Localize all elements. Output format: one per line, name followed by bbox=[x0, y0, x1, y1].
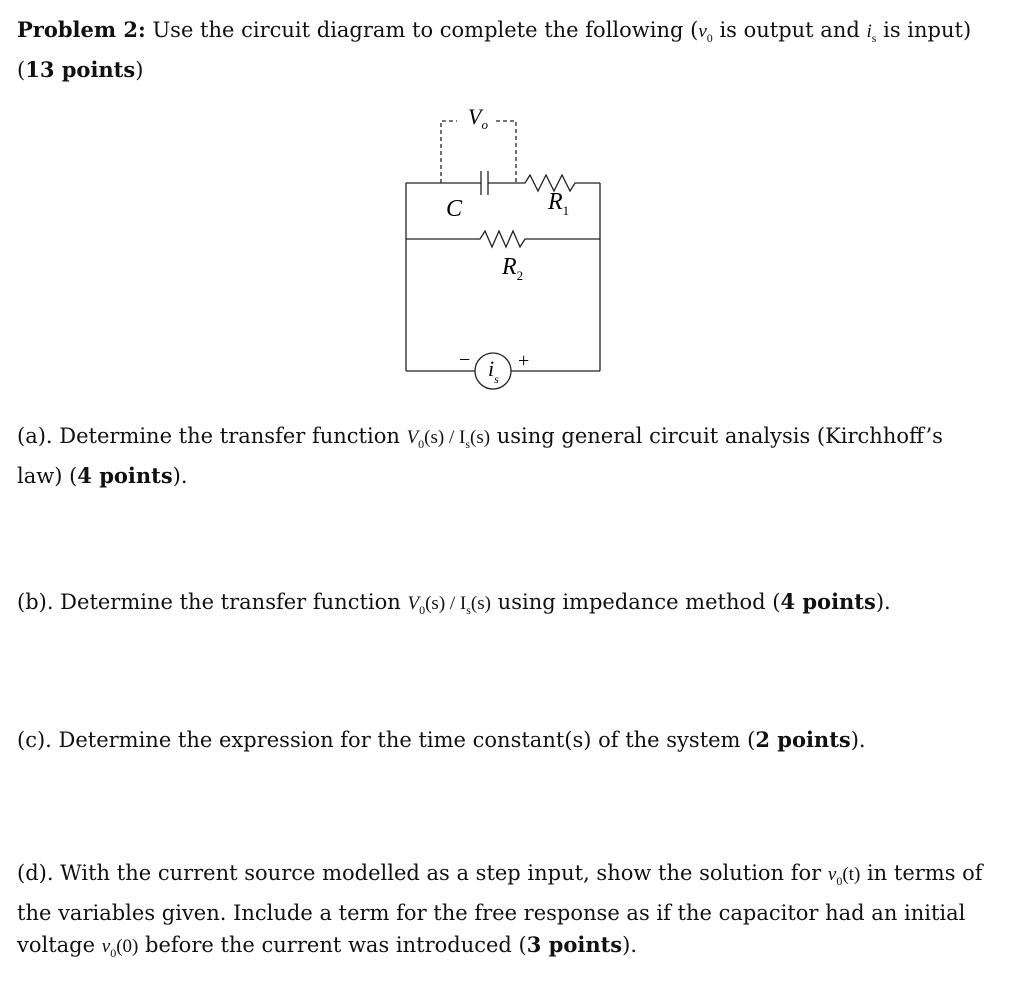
part-d-points: 3 points bbox=[526, 931, 623, 957]
vo-dashed-bracket bbox=[441, 121, 516, 183]
circuit-diagram bbox=[395, 100, 615, 400]
part-b-points: 4 points bbox=[780, 589, 876, 614]
source-plus-sign: + bbox=[518, 350, 530, 372]
input-variable: $i_s$ bbox=[866, 21, 877, 45]
capacitor-label: C bbox=[446, 196, 463, 222]
intro-text-2: is output and bbox=[719, 18, 860, 42]
part-c: (c). Determine the expression for the time constant(s) of the system (2 points). bbox=[17, 727, 866, 752]
source-minus-sign: − bbox=[459, 349, 471, 371]
r1-label: $R_1$ bbox=[548, 189, 570, 218]
output-variable: $v_0$ bbox=[698, 21, 713, 45]
resistor-r2 bbox=[406, 231, 600, 247]
output-time-function: $v_0(t)$ bbox=[827, 864, 861, 888]
problem-statement: Problem 2: Use the circuit diagram to complete the following ($v_0$ is output and $i_s$ is input) (13 points) bbox=[17, 17, 972, 82]
part-a-points: 4 points bbox=[77, 462, 173, 488]
r2-label: $R_2$ bbox=[502, 254, 524, 283]
part-c-points: 2 points bbox=[755, 727, 851, 752]
total-points: 13 points bbox=[25, 56, 136, 82]
resistor-r1 bbox=[488, 175, 600, 191]
part-a: (a). Determine the transfer function $V_0(s) / I_s(s)$ using general circuit analysis (Kirchhoff’s law) (4 points). bbox=[17, 424, 943, 488]
intro-text-1: Use the circuit diagram to complete the following ( bbox=[152, 18, 699, 42]
part-b: (b). Determine the transfer function $V_0(s) / I_s(s)$ using impedance method (4 points). bbox=[17, 589, 891, 617]
part-d: (d). With the current source modelled as a step input, show the solution for $v_0(t)$ in terms of the variables given. Include a term for the free response as if the capacitor had an initial voltage $v_0(0)$ before the current was introduced (3 points). bbox=[17, 861, 983, 960]
intro-text-3: is input) ( bbox=[17, 18, 972, 82]
source-label: $i_s$ bbox=[488, 356, 499, 386]
initial-voltage: $v_0(0)$ bbox=[101, 935, 139, 960]
vo-label: $V_o$ bbox=[468, 104, 488, 132]
transfer-function-b: $V_0(s) / I_s(s)$ bbox=[407, 593, 491, 617]
problem-heading: Problem 2: bbox=[17, 17, 146, 42]
transfer-function-a: $V_0(s) / I_s(s)$ bbox=[406, 427, 491, 451]
